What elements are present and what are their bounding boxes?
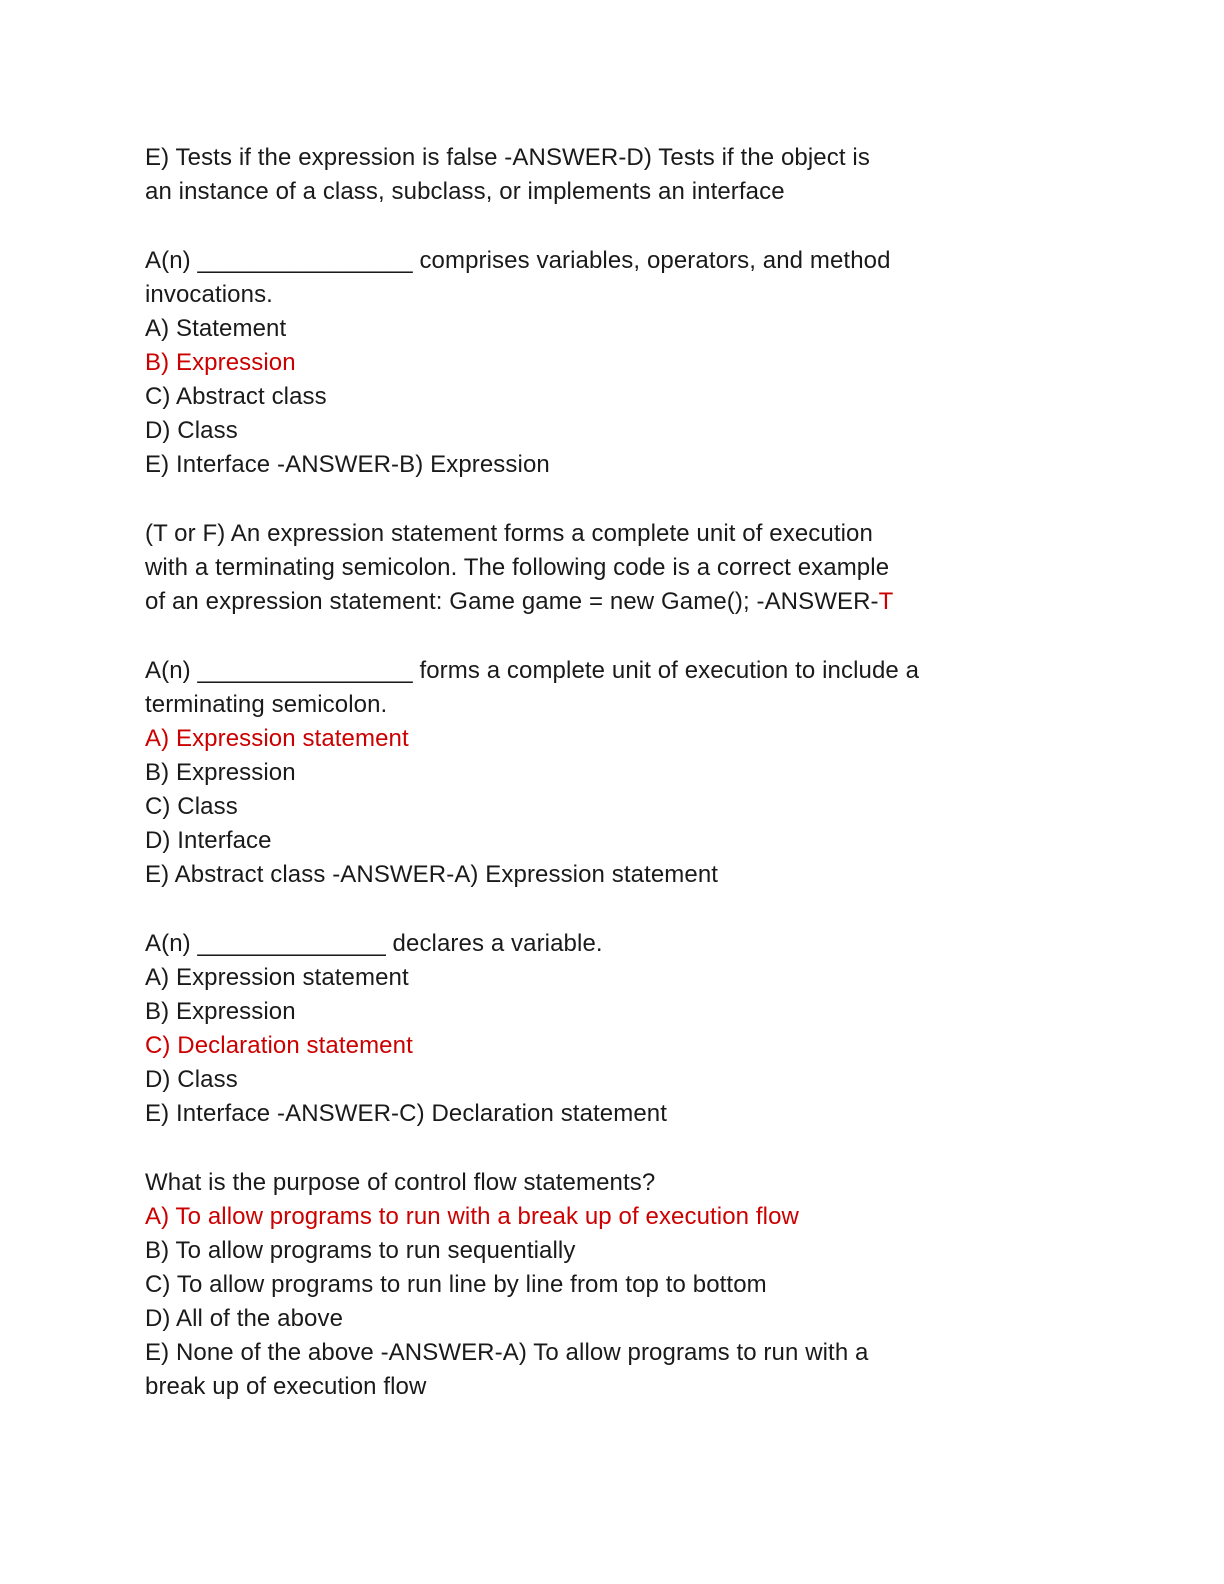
text-line: [145, 722, 1110, 756]
question-comprises: [145, 244, 1110, 482]
text-line: [145, 995, 1110, 1029]
text-line: [145, 1370, 1110, 1404]
body-text: E) Tests if the expression is false -ANSWER-D) Tests if the object is: [145, 144, 870, 171]
body-text: B) Expression: [145, 759, 296, 786]
answer-text: A) To allow programs to run with a break up of execution flow: [145, 1203, 799, 1230]
text-line: [145, 756, 1110, 790]
text-line: [145, 1268, 1110, 1302]
text-line: [145, 790, 1110, 824]
text-line: [145, 346, 1110, 380]
answer-text: A) Expression statement: [145, 725, 409, 752]
text-line: [145, 1166, 1110, 1200]
body-text: C) To allow programs to run line by line from top to bottom: [145, 1271, 767, 1298]
body-text: A(n) ________________ comprises variables, operators, and method: [145, 247, 891, 274]
body-text: D) All of the above: [145, 1305, 344, 1332]
body-text: E) None of the above -ANSWER-A) To allow programs to run with a: [145, 1339, 869, 1366]
body-text: E) Interface -ANSWER-B) Expression: [145, 451, 550, 478]
body-text: What is the purpose of control flow statements?: [145, 1169, 656, 1196]
body-text: A(n) ________________ forms a complete unit of execution to include a: [145, 657, 920, 684]
body-text: an instance of a class, subclass, or implements an interface: [145, 178, 785, 205]
question-control-flow: [145, 1166, 1110, 1404]
body-text: A) Statement: [145, 315, 287, 342]
body-text: A) Expression statement: [145, 964, 409, 991]
text-line: [145, 858, 1110, 892]
text-line: [145, 688, 1110, 722]
body-text: C) Class: [145, 793, 238, 820]
document-body: [145, 141, 1110, 1404]
question-declaration: [145, 927, 1110, 1131]
text-line: [145, 551, 1110, 585]
text-line: [145, 1336, 1110, 1370]
body-text: invocations.: [145, 281, 273, 308]
body-text: B) Expression: [145, 998, 296, 1025]
text-line: [145, 824, 1110, 858]
body-text: terminating semicolon.: [145, 691, 388, 718]
text-line: [145, 1097, 1110, 1131]
text-line: [145, 1029, 1110, 1063]
text-line: [145, 1200, 1110, 1234]
text-line: [145, 927, 1110, 961]
text-line: [145, 1234, 1110, 1268]
text-line: [145, 141, 1110, 175]
text-line: [145, 654, 1110, 688]
body-text: B) To allow programs to run sequentially: [145, 1237, 576, 1264]
text-line: [145, 961, 1110, 995]
text-line: [145, 1302, 1110, 1336]
text-line: [145, 278, 1110, 312]
question-true-false: [145, 517, 1110, 619]
text-line: [145, 175, 1110, 209]
text-line: [145, 1063, 1110, 1097]
body-text: D) Class: [145, 1066, 238, 1093]
answer-fragment-block: [145, 141, 1110, 209]
text-line: [145, 517, 1110, 551]
answer-text: T: [878, 588, 894, 615]
answer-text: B) Expression: [145, 349, 296, 376]
body-text: (T or F) An expression statement forms a complete unit of execution: [145, 520, 873, 547]
body-text: break up of execution flow: [145, 1373, 427, 1400]
text-line: [145, 312, 1110, 346]
body-text: A(n) ______________ declares a variable.: [145, 930, 603, 957]
body-text: of an expression statement: Game game = new Game(); -ANSWER-: [145, 588, 879, 615]
body-text: D) Class: [145, 417, 238, 444]
body-text: with a terminating semicolon. The following code is a correct example: [145, 554, 890, 581]
text-line: [145, 380, 1110, 414]
text-line: [145, 585, 1110, 619]
body-text: E) Abstract class -ANSWER-A) Expression statement: [145, 861, 719, 888]
body-text: E) Interface -ANSWER-C) Declaration statement: [145, 1100, 667, 1127]
body-text: D) Interface: [145, 827, 272, 854]
text-line: [145, 244, 1110, 278]
text-line: [145, 414, 1110, 448]
text-line: [145, 448, 1110, 482]
body-text: C) Abstract class: [145, 383, 327, 410]
question-expression-statement: [145, 654, 1110, 892]
answer-text: C) Declaration statement: [145, 1032, 413, 1059]
